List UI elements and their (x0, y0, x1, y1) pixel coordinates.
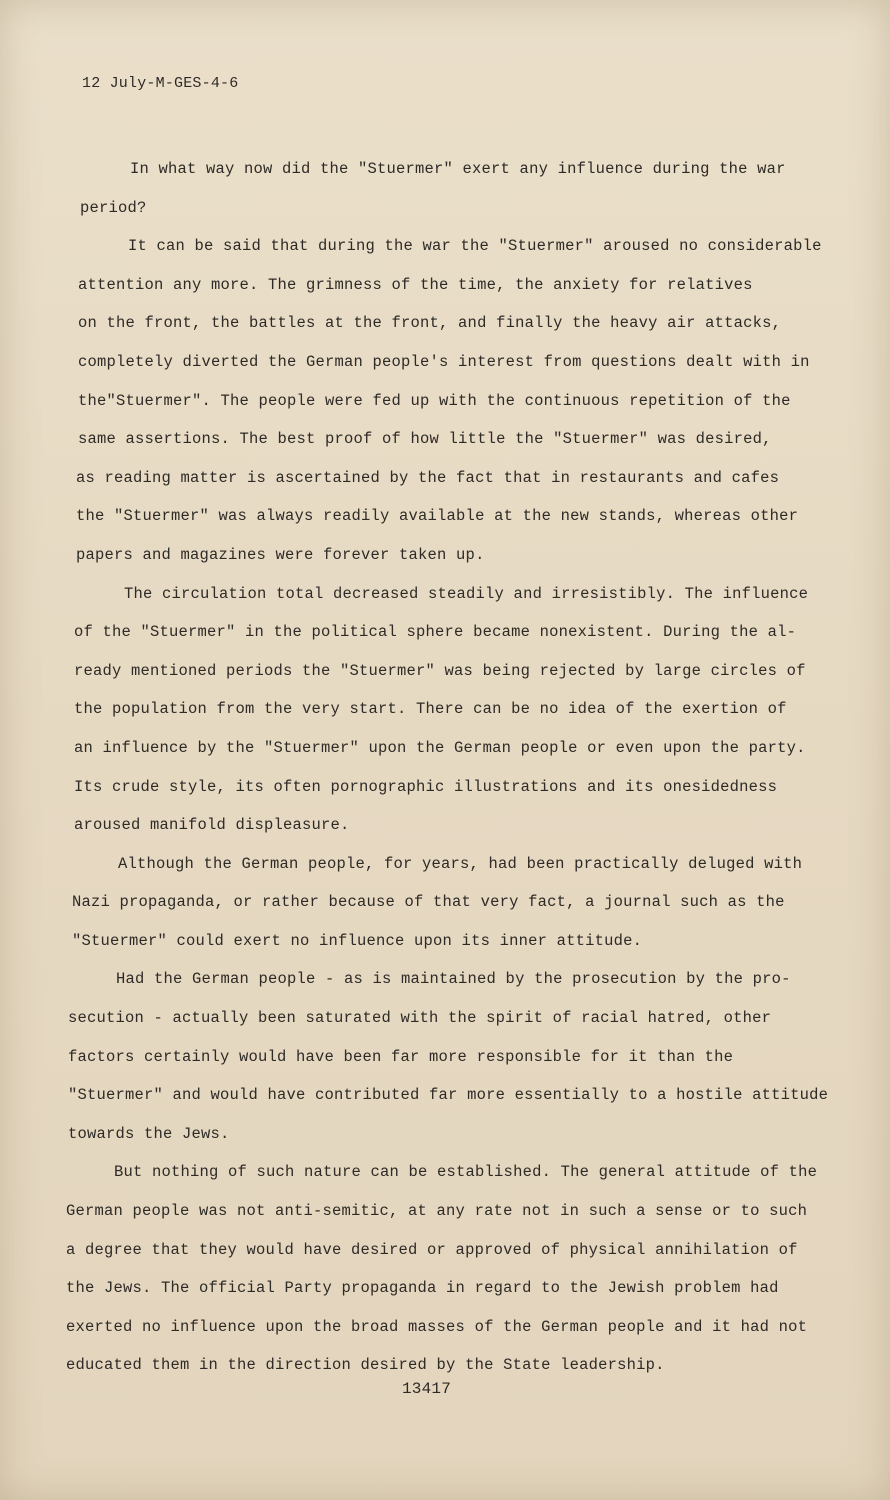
text-line: an influence by the "Stuermer" upon the German people or even upon the party. (74, 738, 806, 757)
text-line: educated them in the direction desired by the State leadership. (66, 1356, 665, 1375)
text-line: on the front, the battles at the front, and finally the heavy air attacks, (78, 314, 782, 333)
text-line: factors certainly would have been far more responsible for it than the (68, 1047, 734, 1066)
text-line: In what way now did the "Stuermer" exert any influence during the war (130, 160, 786, 178)
text-line: The circulation total decreased steadily and irresistibly. The influence (124, 584, 809, 603)
paragraph-2 (66, 227, 836, 574)
text-line: "Stuermer" could exert no influence upon its inner attitude. (72, 931, 643, 950)
text-line: the"Stuermer". The people were fed up with the continuous repetition of the (78, 391, 791, 410)
text-line: German people was not anti-semitic, at any rate not in such a sense or to such (66, 1202, 808, 1221)
text-line: Although the German people, for years, had been practically deluged with (118, 854, 803, 873)
text-line: Nazi propaganda, or rather because of that very fact, a journal such as the (72, 893, 785, 912)
text-line: period? (80, 198, 147, 217)
text-line: ready mentioned periods the "Stuermer" was being rejected by large circles of (74, 661, 806, 680)
text-line: of the "Stuermer" in the political sphere became nonexistent. During the al- (74, 623, 797, 642)
text-line: the population from the very start. There can be no idea of the exertion of (74, 700, 787, 719)
text-line: It can be said that during the war the "Stuermer" aroused no considerable (128, 237, 822, 256)
paragraph-3 (66, 575, 836, 845)
text-line: a degree that they would have desired or approved of physical annihilation of (66, 1240, 798, 1259)
paragraph-5 (66, 960, 836, 1153)
paragraph-4 (66, 845, 836, 961)
text-line: the "Stuermer" was always readily available at the new stands, whereas other (76, 507, 799, 526)
text-line: But nothing of such nature can be established. The general attitude of the (114, 1163, 818, 1182)
document-header: 12 July-M-GES-4-6 (82, 75, 239, 92)
document-body (66, 150, 836, 1385)
text-line: same assertions. The best proof of how little the "Stuermer" was desired, (78, 430, 772, 449)
page-number: 13417 (401, 1380, 451, 1398)
text-line: "Stuermer" and would have contributed far more essentially to a hostile attitude (68, 1086, 829, 1105)
text-line: the Jews. The official Party propaganda in regard to the Jewish problem had (66, 1279, 779, 1298)
text-line: Had the German people - as is maintained by the prosecution by the pro- (116, 970, 791, 989)
text-line: secution - actually been saturated with the spirit of racial hatred, other (68, 1009, 772, 1028)
text-line: aroused manifold displeasure. (74, 816, 350, 835)
text-line: as reading matter is ascertained by the fact that in restaurants and cafes (76, 468, 780, 487)
text-line: papers and magazines were forever taken up. (76, 545, 485, 564)
text-line: towards the Jews. (68, 1124, 230, 1143)
paragraph-1 (66, 150, 836, 227)
text-line: exerted no influence upon the broad masses of the German people and it had not (66, 1317, 808, 1336)
text-line: completely diverted the German people's interest from questions dealt with in (78, 352, 810, 371)
text-line: Its crude style, its often pornographic illustrations and its onesidedness (74, 777, 778, 796)
text-line: attention any more. The grimness of the time, the anxiety for relatives (78, 275, 753, 294)
paragraph-6 (66, 1153, 836, 1385)
